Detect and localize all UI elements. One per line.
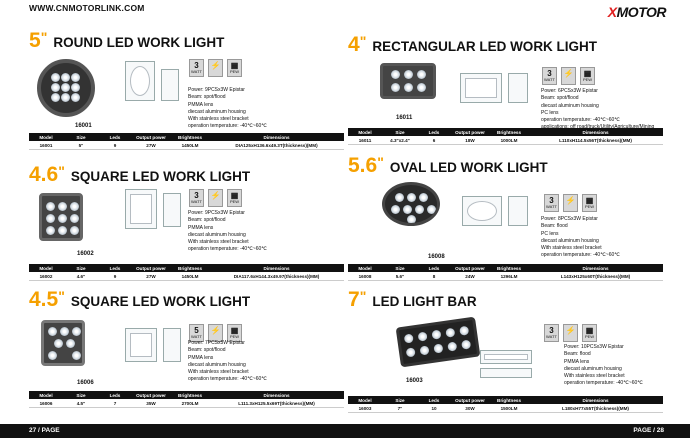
product-photo — [382, 182, 440, 226]
table-row: 16006 4.5" 7 35W 2700LM L111.3xH125.5x69T(thickness)(MM) — [29, 399, 344, 408]
technical-drawing-side — [163, 193, 181, 227]
table-header: Model Size Leds Output power Brightness Dimensions — [348, 396, 663, 404]
product-title: 4" RECTANGULAR LED WORK LIGHT — [348, 33, 598, 56]
product-section-square-46 — [29, 163, 344, 278]
product-photo — [380, 63, 436, 99]
table-header: Model Size Leds Output power Brightness Dimensions — [348, 264, 663, 272]
table-row: 16002 4.6" 9 27W 1450LM DIA117.6xH144.3x49.97(thickness)(MM) — [29, 272, 344, 281]
table-row: 16003 7" 10 30W 1500LM L180xH77x55T(thickness)(MM) — [348, 404, 663, 413]
size-number: 5 — [29, 29, 41, 52]
lightning-icon: ⚡ — [208, 189, 223, 207]
logo-text: MOTOR — [616, 4, 666, 20]
pew-badge: ▦ PEW — [227, 59, 242, 77]
watt-badge: 3 WATT — [189, 59, 204, 77]
product-section-square-45 — [29, 288, 344, 414]
table-row: 16008 5.6" 8 24W 1296LM L143xH125x60T(thickness)(MM) — [348, 272, 663, 281]
product-id: 16008 — [428, 254, 445, 260]
spec-table — [29, 133, 344, 150]
technical-drawing — [125, 328, 157, 362]
technical-drawing — [460, 73, 502, 103]
watt-badge: 5 WATT — [189, 324, 204, 342]
product-id: 16011 — [396, 115, 413, 121]
product-id: 16003 — [406, 378, 423, 384]
footer-bar — [0, 424, 690, 438]
technical-drawing-bottom — [480, 368, 532, 378]
lightning-icon: ⚡ — [208, 59, 223, 77]
watt-badge: 3 WATT — [542, 67, 557, 85]
spec-badges — [544, 324, 597, 342]
spec-table — [29, 264, 344, 281]
spec-list: Power: 9PCSx3W Epistar Beam: spot/flood PMMA lens diecast aluminum housing With stainless steel bracket operation temperature: -40℃~60℃ — [188, 87, 267, 130]
watt-badge: 3 WATT — [544, 194, 559, 212]
spec-badges — [542, 67, 595, 85]
product-photo — [41, 320, 85, 366]
pew-badge: ▦ PEW — [227, 189, 242, 207]
product-title: 4.6" SQUARE LED WORK LIGHT — [29, 163, 251, 186]
technical-drawing — [480, 350, 532, 364]
product-title: 4.5" SQUARE LED WORK LIGHT — [29, 288, 251, 311]
spec-list: Power: 7PCSx5W Epistar Beam: spot/flood PMMA lens diecast aluminum housing With stainless steel bracket operation temperature: -40℃~60℃ — [188, 340, 267, 383]
pew-badge: ▦ PEW — [580, 67, 595, 85]
page-number-right: PAGE / 28 — [633, 427, 664, 434]
product-section-oval — [348, 154, 663, 282]
table-row: 16011 4.3"x2.4" 6 18W 1000LM L110xH114.5x56T(thickness)(MM) — [348, 136, 663, 145]
product-section-rectangular — [348, 33, 663, 151]
inch-mark: " — [40, 29, 48, 45]
technical-drawing-side — [161, 69, 179, 101]
technical-drawing-side — [508, 196, 528, 226]
product-photo — [37, 59, 95, 117]
table-header: Model Size Leds Output power Brightness Dimensions — [348, 128, 663, 136]
product-title: 5.6" OVAL LED WORK LIGHT — [348, 154, 548, 177]
spec-table — [348, 264, 663, 281]
watt-badge: 3 WATT — [544, 324, 559, 342]
technical-drawing — [125, 61, 155, 101]
lightning-icon: ⚡ — [563, 324, 578, 342]
product-section-light-bar — [348, 288, 663, 414]
spec-badges — [189, 59, 242, 77]
page-number-left: 27 / PAGE — [29, 427, 60, 434]
pew-badge: ▦ PEW — [227, 324, 242, 342]
technical-drawing-side — [163, 328, 181, 362]
table-header: Model Size Leds Output power Brightness Dimensions — [29, 133, 344, 141]
lightning-icon: ⚡ — [208, 324, 223, 342]
spec-table — [29, 391, 344, 408]
pew-badge: ▦ PEW — [582, 194, 597, 212]
technical-drawing — [125, 189, 157, 229]
title-text: ROUND LED WORK LIGHT — [53, 35, 225, 50]
pew-badge: ▦ PEW — [582, 324, 597, 342]
product-title: 7" LED LIGHT BAR — [348, 288, 477, 311]
brand-logo — [608, 4, 666, 20]
product-id: 16006 — [77, 380, 94, 386]
product-id: 16002 — [77, 251, 94, 257]
spec-badges — [544, 194, 597, 212]
spec-table — [348, 396, 663, 413]
spec-list: Power: 8PCSx3W Epistar Beam: flood PC lens diecast aluminum housing With stainless steel bracket operation temperature: -40℃~60℃ — [541, 216, 620, 259]
spec-table — [348, 128, 663, 145]
technical-drawing-side — [508, 73, 528, 103]
technical-drawing — [462, 196, 502, 226]
spec-badges — [189, 189, 242, 207]
product-photo — [396, 317, 481, 368]
product-section-round — [29, 29, 344, 155]
spec-list: Power: 10PCSx3W Epistar Beam: flood PMMA lens diecast aluminum housing With stainless steel bracket operation temperature: -40℃~60℃ — [564, 344, 643, 387]
watt-badge: 3 WATT — [189, 189, 204, 207]
product-title — [29, 29, 224, 53]
lightning-icon: ⚡ — [561, 67, 576, 85]
logo-x: X — [607, 4, 617, 20]
spec-list: Power: 9PCSx3W Epistar Beam: spot/flood PMMA lens diecast aluminum housing With stainless steel bracket operation temperature: -40℃~60℃ — [188, 210, 267, 253]
product-photo — [39, 193, 83, 241]
lightning-icon: ⚡ — [563, 194, 578, 212]
website-url[interactable]: WWW.CNMOTORLINK.COM — [29, 3, 145, 13]
product-id: 16001 — [75, 123, 92, 129]
table-header: Model Size Leds Output power Brightness Dimensions — [29, 391, 344, 399]
table-row: 16001 5" 9 27W 1450LM DIA125xH136.6x49.3T(thickness)(MM) — [29, 141, 344, 150]
table-header: Model Size Leds Output power Brightness Dimensions — [29, 264, 344, 272]
spec-list: Power: 6PCSx3W Epistar Beam: spot/flood diecast aluminum housing PC lens operation temperature: -40℃~60℃ — [541, 88, 620, 124]
